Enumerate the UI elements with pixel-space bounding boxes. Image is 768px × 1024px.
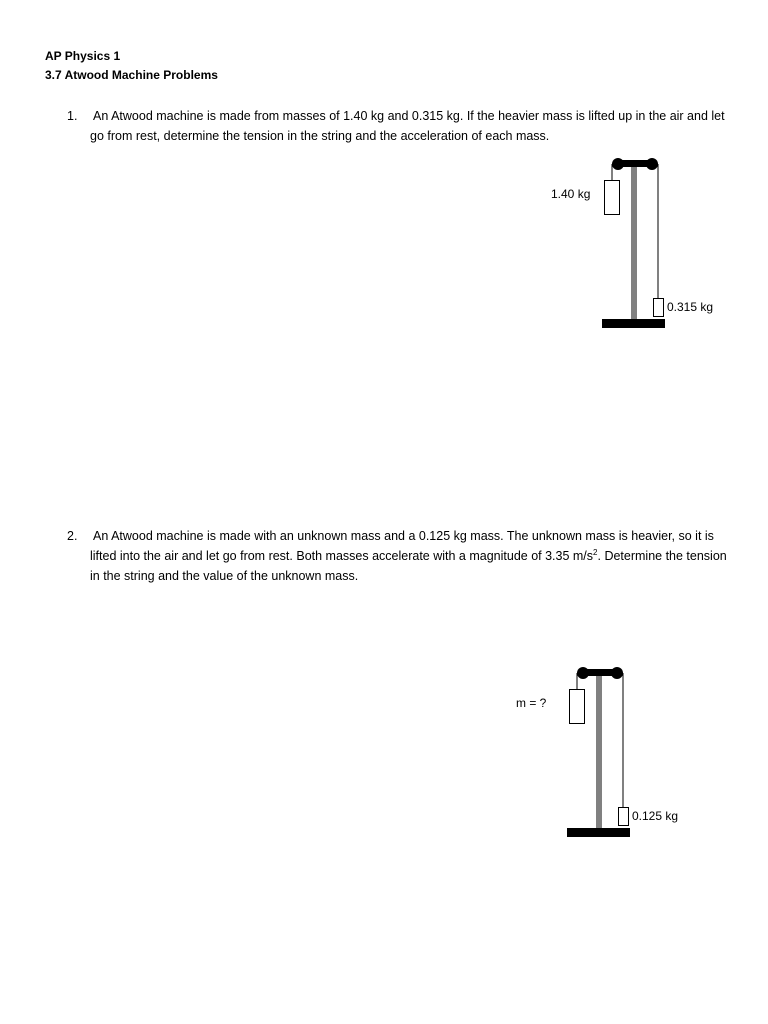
problem-text-body: An Atwood machine is made from masses of 1.40 kg and 0.315 kg. If the heavier mass is lifted up in the air and let go from rest, determine the tension in the string and the acceleration of each mass.	[90, 109, 725, 143]
left-mass-label: m = ?	[516, 696, 547, 710]
left-pulley	[612, 158, 624, 170]
right-mass-label: 0.315 kg	[667, 300, 714, 314]
problem-1	[67, 106, 727, 146]
superscript-exponent: 2	[593, 547, 598, 557]
atwood-machine-figure	[563, 662, 633, 842]
problem-number: 2.	[67, 529, 78, 543]
support-pole	[631, 161, 637, 324]
worksheet-title: 3.7 Atwood Machine Problems	[45, 68, 218, 82]
right-mass-block	[654, 299, 664, 317]
right-pulley	[646, 158, 658, 170]
left-mass-label: 1.40 kg	[551, 187, 591, 201]
problem-text	[90, 526, 727, 586]
problem-text	[90, 106, 727, 146]
base-plate	[602, 319, 665, 328]
right-mass-block	[619, 808, 629, 826]
atwood-diagram-1	[551, 153, 714, 333]
problem-text-body: An Atwood machine is made with an unknown mass and a 0.125 kg mass. The unknown mass is heavier, so it is lifted into the air and let go from rest. Both masses accelerate with a magnitude of 3.35 m/s	[90, 529, 714, 563]
problem-text-body-cont: . Determine the tension in the string and the value of the unknown mass.	[90, 549, 727, 583]
right-pulley	[611, 667, 623, 679]
base-plate	[567, 828, 630, 837]
atwood-machine-figure	[598, 153, 668, 333]
problem-number: 1.	[67, 109, 78, 123]
left-mass-block	[570, 690, 585, 724]
course-title: AP Physics 1	[45, 49, 121, 63]
atwood-diagram-2	[516, 662, 679, 842]
support-pole	[596, 670, 602, 833]
left-pulley	[577, 667, 589, 679]
left-mass-block	[605, 181, 620, 215]
problem-2	[67, 526, 727, 586]
right-mass-label: 0.125 kg	[632, 809, 679, 823]
